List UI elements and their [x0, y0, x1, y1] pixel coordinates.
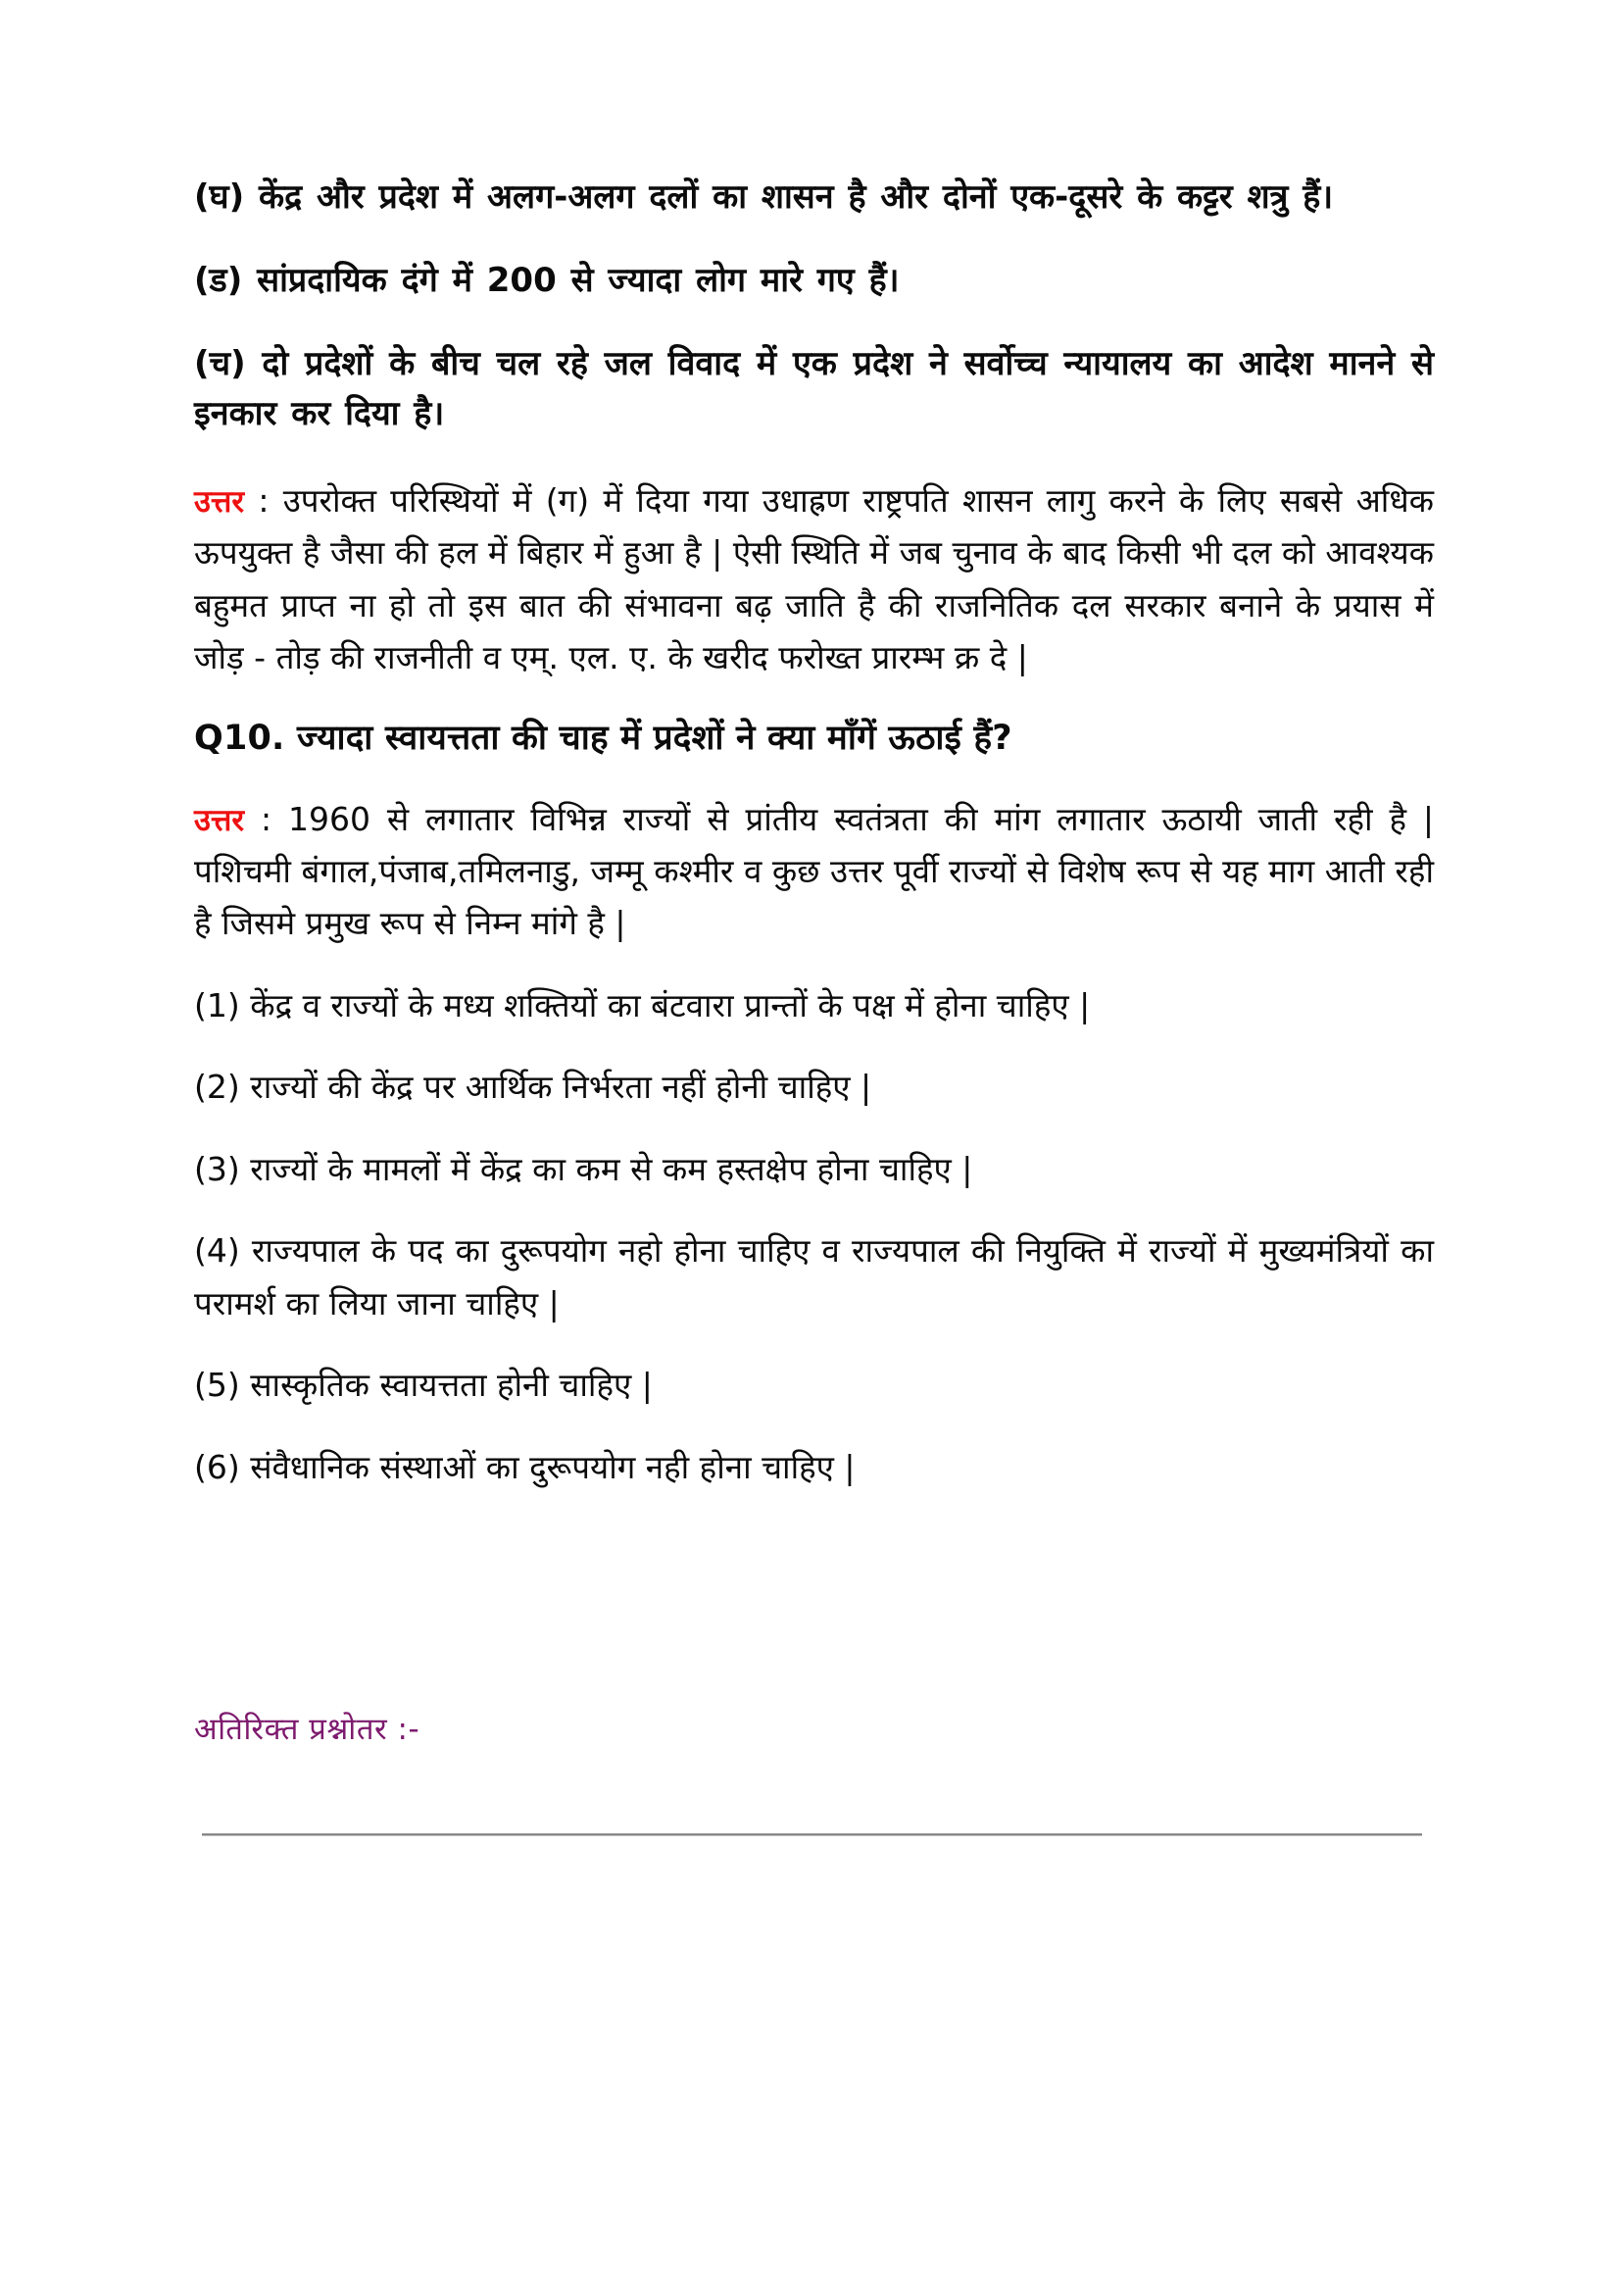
answer-block-two [194, 793, 1434, 950]
demand-item-4: (4) राज्यपाल के पद का दुरूपयोग नहो होना चाहिए व राज्यपाल की नियुक्ति में राज्यों में मुख्यमंत्रियों का परामर्श का लिया जाना चाहिए | [194, 1231, 1434, 1323]
section-spacer [194, 1522, 1434, 1709]
horizontal-rule [202, 1833, 1422, 1836]
demand-item-5: (5) सास्कृतिक स्वायत्तता होनी चाहिए | [194, 1366, 653, 1405]
option-da: (ड) सांप्रदायिक दंगे में 200 से ज्यादा लोग मारे गए हैं। [194, 261, 900, 300]
horizontal-rule-wrapper [194, 1833, 1434, 1836]
demand-item-3: (3) राज्यों के मामलों में केंद्र का कम से कम हस्तक्षेप होना चाहिए | [194, 1149, 973, 1188]
answer-separator: : [244, 481, 283, 520]
answer-block-one [194, 474, 1434, 684]
option-gha: (घ) केंद्र और प्रदेश में अलग-अलग दलों का शासन है और दोनों एक-दूसरे के कट्टर शत्रु हैं। [194, 177, 1334, 217]
question-10-heading: Q10. ज्यादा स्वायत्तता की चाह में प्रदेशों ने क्या माँगें ऊठाई हैं? [194, 718, 1012, 758]
answer-label: उत्तर [194, 484, 245, 520]
answer-text: उपरोक्त परिस्थियों में (ग) में दिया गया उधाह्रण राष्ट्रपति शासन लागु करने के लिए सबसे अधिक ऊपयुक्त है जैसा की हल में बिहार में हुआ है | ऐसी स्थिति में जब चुनाव के बाद किसी भी दल को आवश्यक बहुमत प्राप्त ना हो तो इस बात की संभावना बढ़ जाति है की राजनितिक दल सरकार बनाने के प्रयास में जोड़ - तोड़ की राजनीती व एम्. एल. ए. के खरीद फरोख्त प्रारम्भ क्र दे | [194, 481, 1434, 677]
answer-text: 1960 से लगातार विभिन्न राज्यों से प्रांतीय स्वतंत्रता की मांग लगातार ऊठायी जाती रही है | पशिचमी बंगाल,पंजाब,तमिलनाडु, जम्मू कश्मीर व कुछ उत्तर पूर्वी राज्यों से विशेष रूप से यह माग आती रही है जिसमे प्रमुख रूप से निम्न मांगे है | [194, 799, 1434, 943]
option-cha: (च) दो प्रदेशों के बीच चल रहे जल विवाद में एक प्रदेश ने सर्वोच्च न्यायालय का आदेश मानने से इनकार कर दिया है। [194, 344, 1434, 433]
answer-label: उत्तर [194, 802, 245, 838]
demand-item-1: (1) केंद्र व राज्यों के मध्य शक्तियों का बंटवारा प्रान्तों के पक्ष में होना चाहिए | [194, 985, 1091, 1024]
demand-item-2: (2) राज्यों की केंद्र पर आर्थिक निर्भरता नहीं होनी चाहिए | [194, 1068, 872, 1107]
document-content [194, 173, 1434, 1836]
extra-questions-heading: अतिरिक्त प्रश्नोतर :- [194, 1712, 420, 1748]
answer-separator: : [244, 799, 289, 838]
demand-item-6: (6) संवैधानिक संस्थाओं का दुरूपयोग नही होना चाहिए | [194, 1447, 856, 1486]
